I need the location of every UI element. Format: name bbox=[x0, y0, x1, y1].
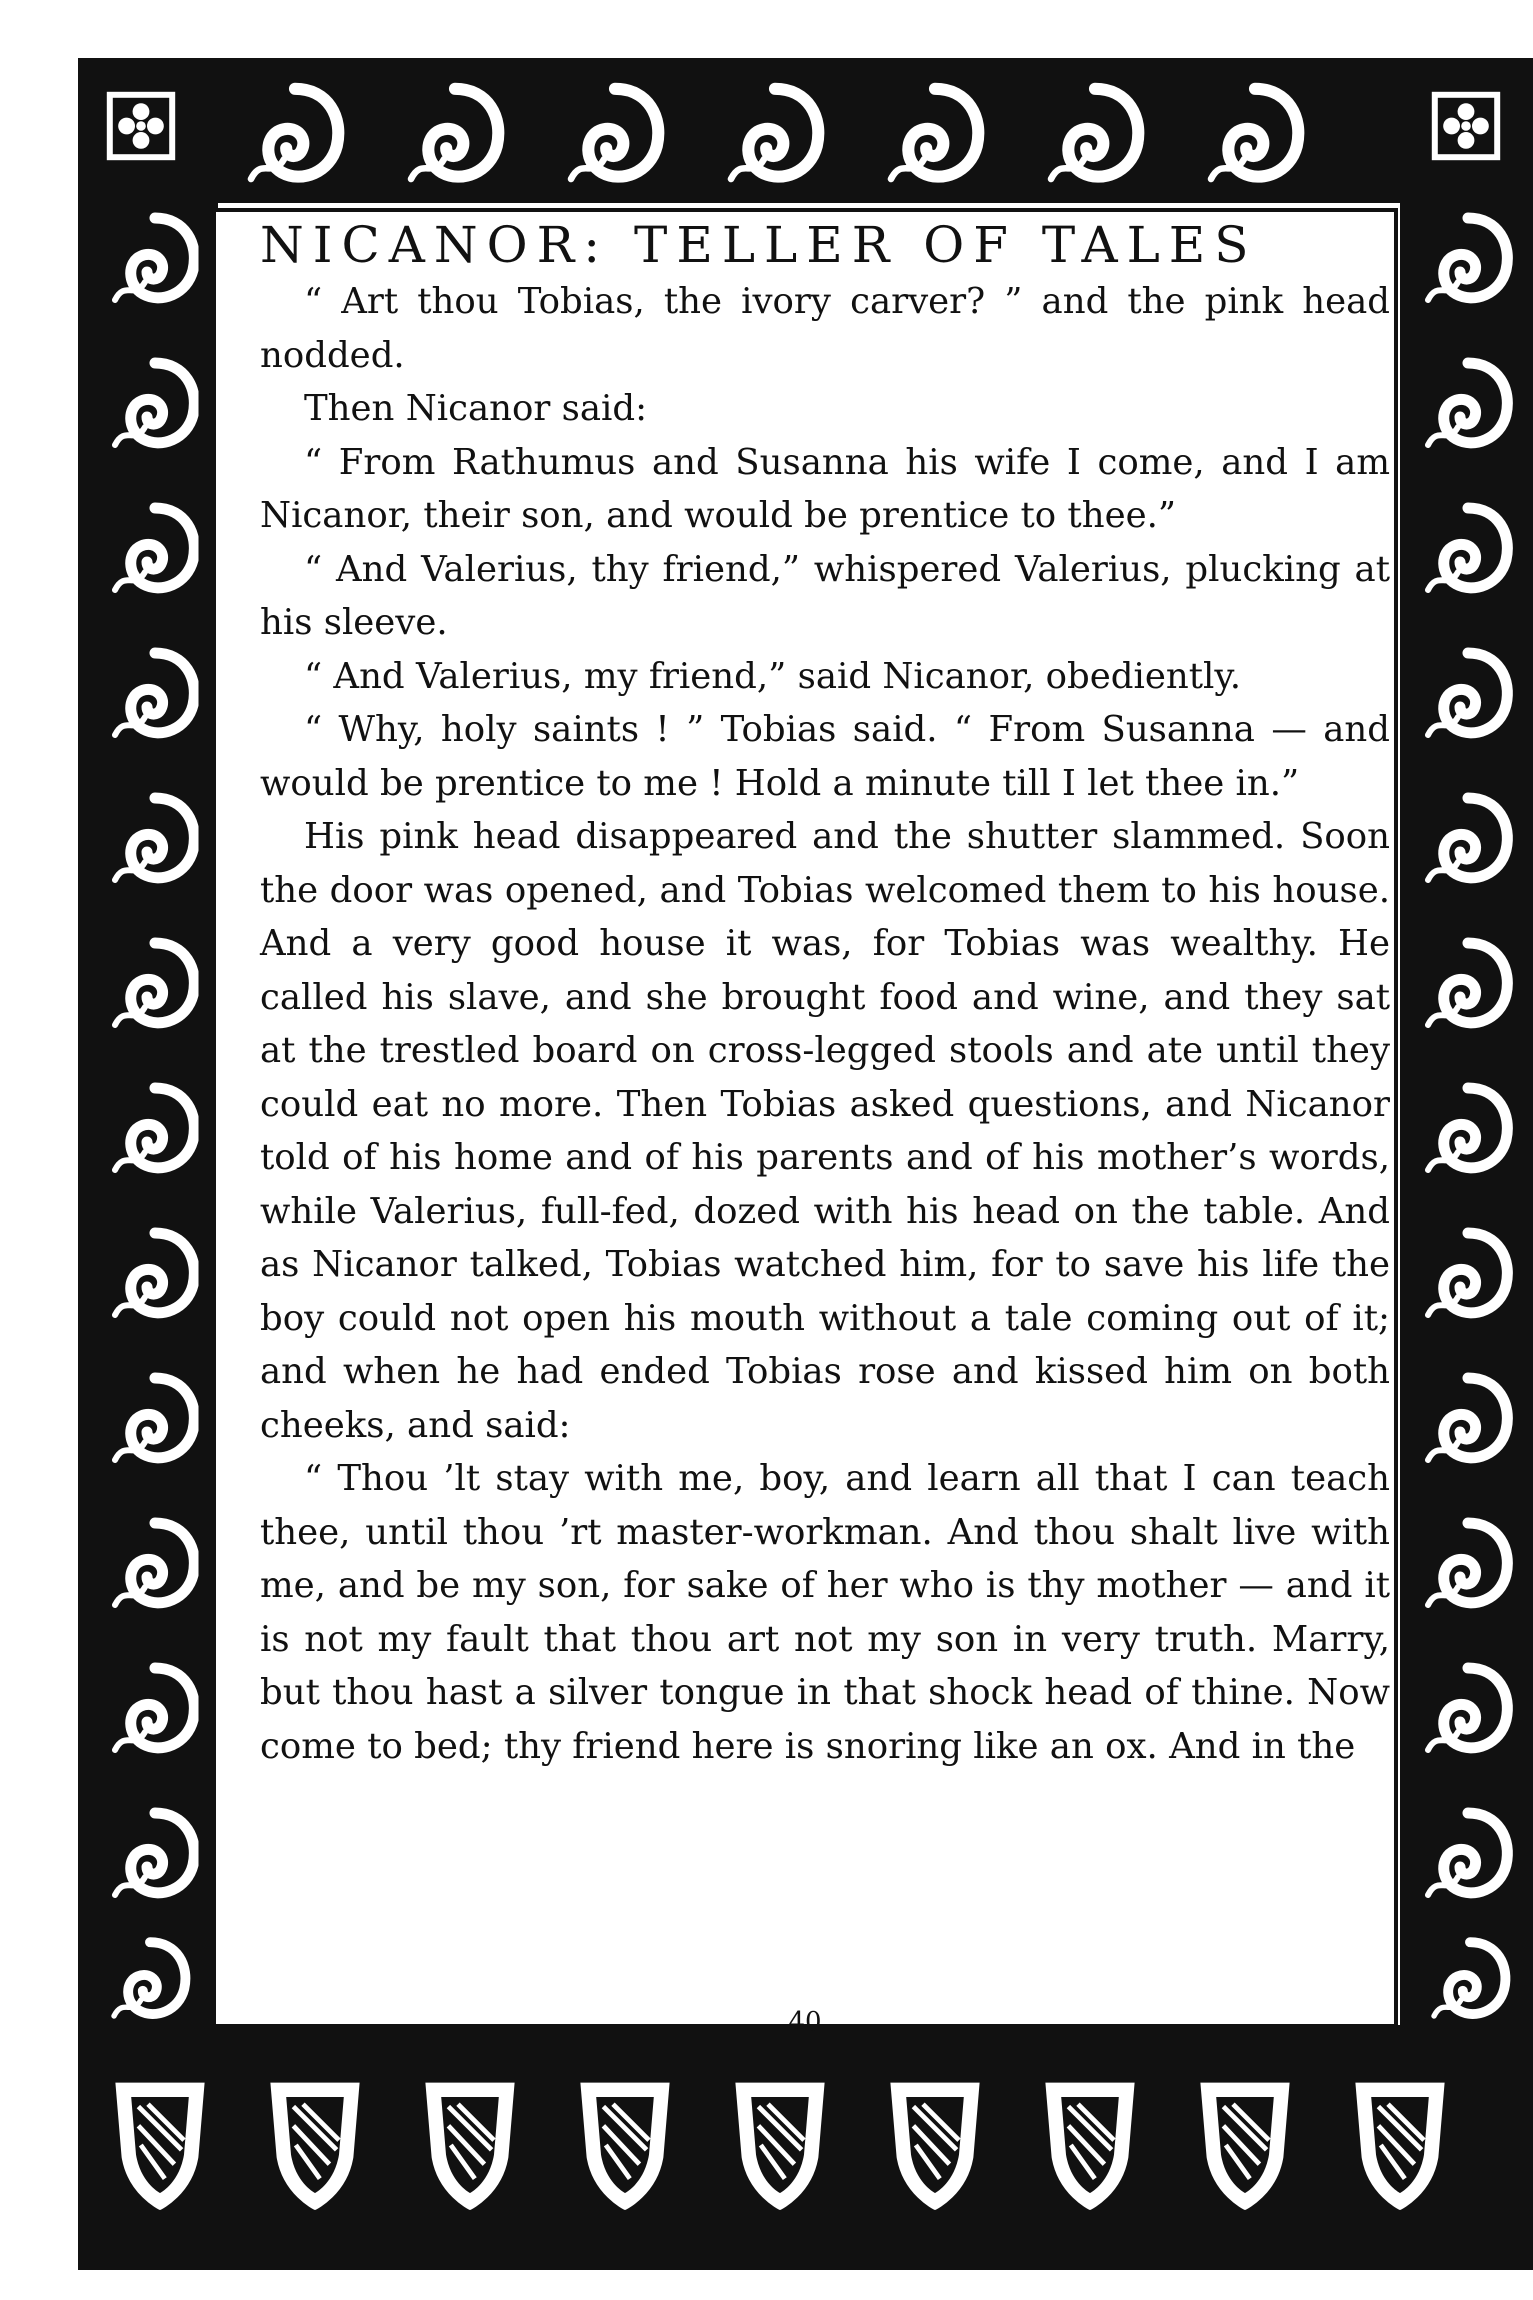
text-panel bbox=[220, 215, 1390, 2037]
paragraph: “ Art thou Tobias, the ivory carver? ” and the pink head nodded. bbox=[260, 281, 1390, 376]
paragraph: “ Thou ’lt stay with me, boy, and learn all that I can teach thee, until thou ’rt master-workman. And thou shalt live with me, and be my son, for sake of her who is thy mother — and it is not my fault that thou art not my son in very truth. Marry, but thou hast a silver tongue in that shock head of thine. Now come to bed; thy friend here is snoring like an ox. And in the bbox=[260, 1458, 1390, 1767]
paragraph: “ And Valerius, thy friend,” whispered Valerius, plucking at his sleeve. bbox=[260, 548, 1390, 643]
paragraph: His pink head disappeared and the shutter slammed. Soon the door was opened, and Tobias welcomed them to his house. And a very good house it was, for Tobias was wealthy. He called his slave, and she brought food and wine, and they sat at the trestled board on cross-legged stools and ate until they could eat no more. Then Tobias asked questions, and Nicanor told of his home and of his parents and of his mother’s words, while Valerius, full-fed, dozed with his head on the table. And as Nicanor talked, Tobias watched him, for to save his life the boy could not open his mouth without a tale coming out of it; and when he had ended Tobias rose and kissed him on both cheeks, and said: bbox=[260, 816, 1390, 1446]
page-number: 40 bbox=[788, 2007, 822, 2037]
paragraph: “ And Valerius, my friend,” said Nicanor, obediently. bbox=[304, 655, 1241, 697]
bottom-shield-row bbox=[118, 2085, 1442, 2207]
paragraph: “ From Rathumus and Susanna his wife I come, and I am Nicanor, their son, and would be prentice to thee.” bbox=[260, 441, 1390, 536]
chapter-title: NICANOR: TELLER OF TALES bbox=[260, 216, 1258, 274]
paragraph: Then Nicanor said: bbox=[304, 388, 648, 429]
paragraph: “ Why, holy saints ! ” Tobias said. “ From Susanna — and would be prentice to me ! Hold a minute till I let thee in.” bbox=[260, 709, 1390, 804]
